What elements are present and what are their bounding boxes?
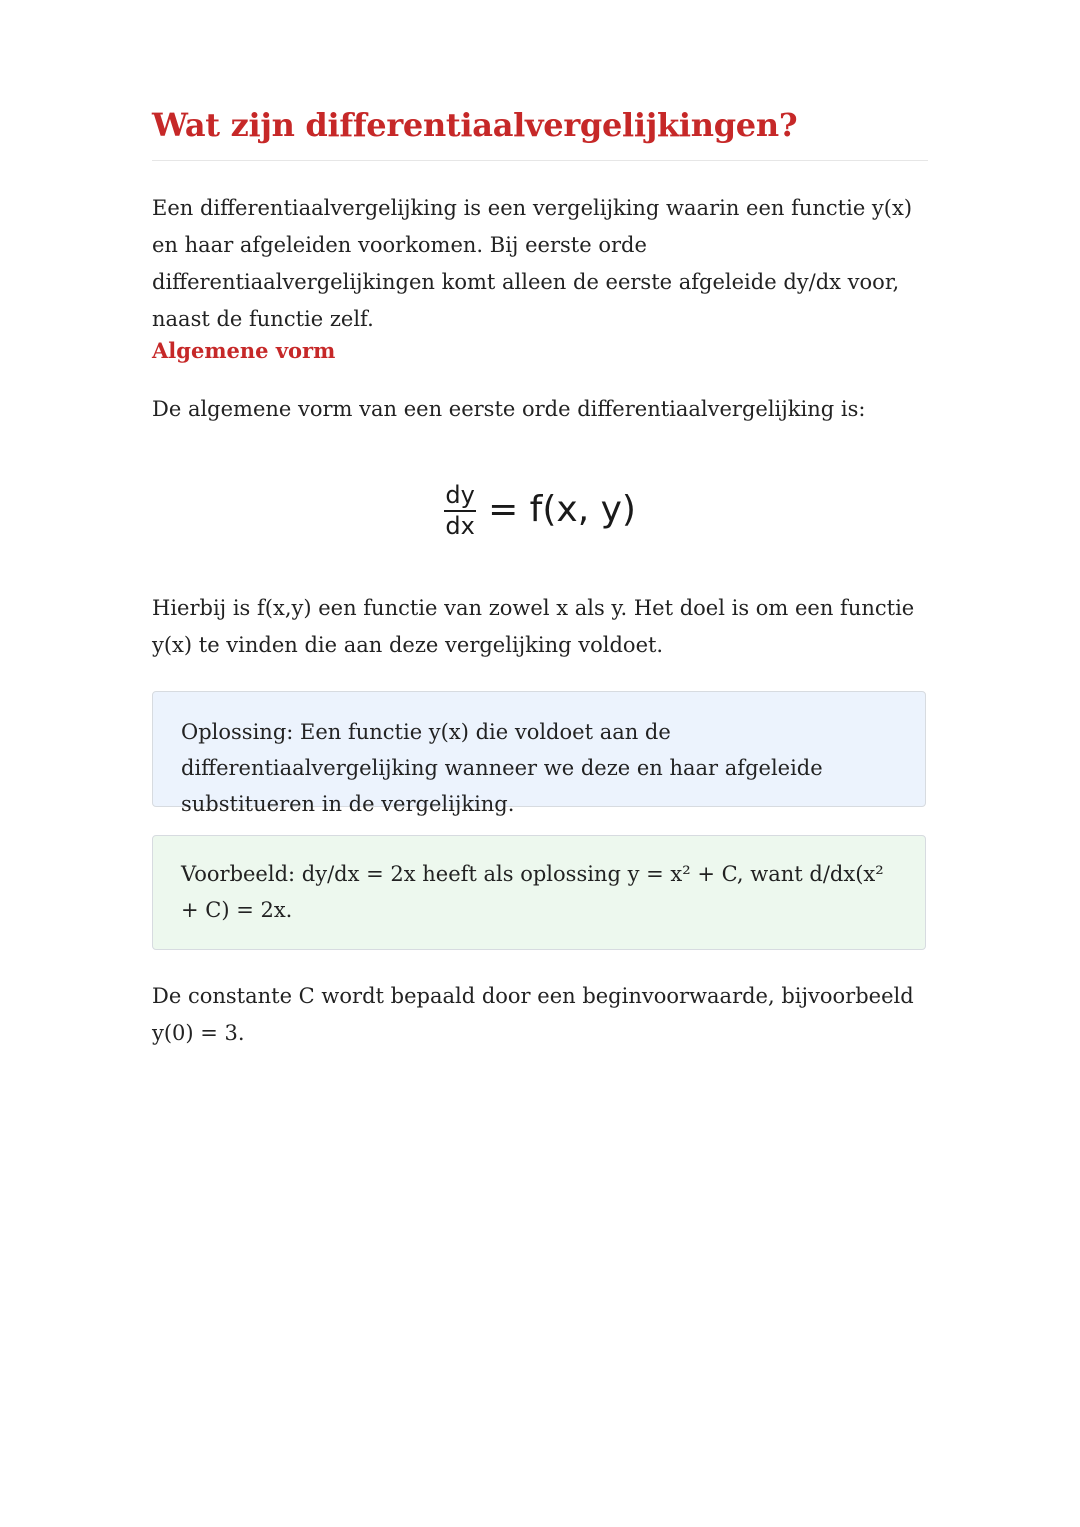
fraction-numerator: dy	[445, 480, 475, 509]
section-heading: Algemene vorm	[152, 338, 336, 363]
explanation-paragraph: Hierbij is f(x,y) een functie van zowel x als y. Het doel is om een functie y(x) te vinden die aan deze vergelijking voldoet.	[152, 596, 915, 657]
title-divider	[152, 160, 928, 161]
formula-rhs: = f(x, y)	[488, 489, 636, 530]
example-callout	[152, 835, 926, 950]
solution-callout-text: Oplossing: Een functie y(x) die voldoet aan de differentiaalvergelijking wanneer we deze en haar afgeleide substitueren in de vergelijking.	[181, 720, 823, 816]
derivative-fraction	[444, 482, 476, 539]
solution-callout	[152, 691, 926, 816]
general-form-formula	[152, 478, 928, 542]
general-form-intro: De algemene vorm van een eerste orde differentiaalvergelijking is:	[152, 397, 866, 421]
example-callout-text: Voorbeeld: dy/dx = 2x heeft als oplossing y = x² + C, want d/dx(x² + C) = 2x.	[181, 862, 884, 922]
intro-paragraph: Een differentiaalvergelijking is een vergelijking waarin een functie y(x) en haar afgeleiden voorkomen. Bij eerste orde differentiaalvergelijkingen komt alleen de eerste afgeleide dy/dx voor, naast de functie zelf.	[152, 196, 913, 331]
fraction-denominator: dx	[445, 511, 475, 540]
page-title: Wat zijn differentiaalvergelijkingen?	[152, 106, 798, 144]
constant-paragraph: De constante C wordt bepaald door een beginvoorwaarde, bijvoorbeeld y(0) = 3.	[152, 984, 914, 1045]
